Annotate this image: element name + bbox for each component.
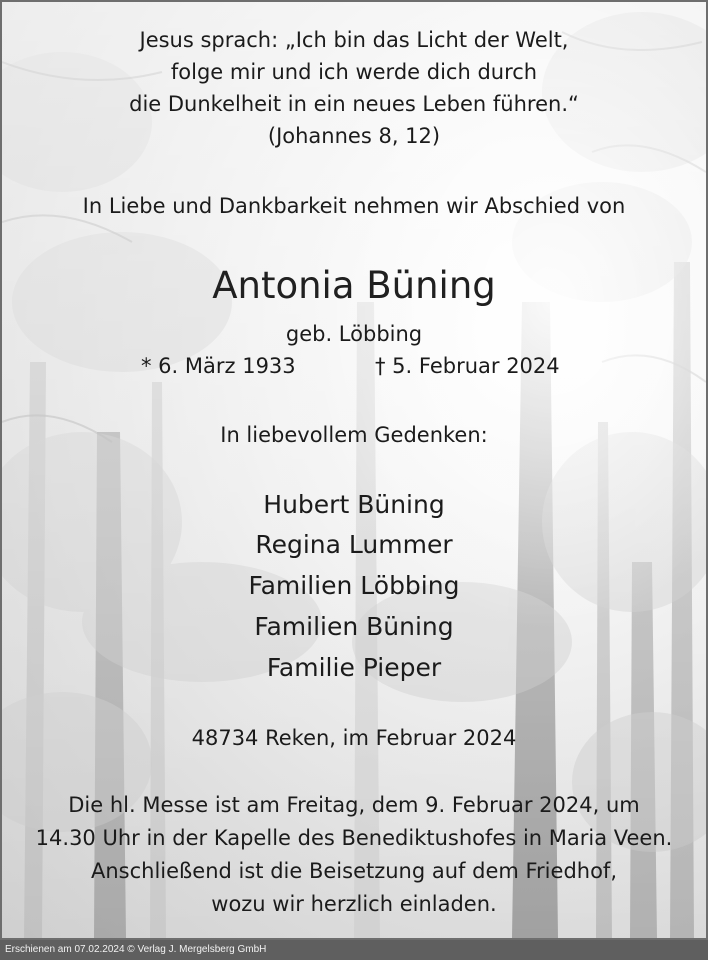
service-line: Die hl. Messe ist am Freitag, dem 9. Februar 2024, um <box>68 793 640 817</box>
mourner-name: Familien Löbbing <box>248 571 460 600</box>
verse-line: folge mir und ich werde dich durch <box>170 60 538 84</box>
maiden-name: geb. Löbbing <box>285 322 423 346</box>
verse-line: Jesus sprach: „Ich bin das Licht der Welt, <box>139 28 569 52</box>
death-date: † 5. Februar 2024 <box>375 354 560 378</box>
farewell-intro: In Liebe und Dankbarkeit nehmen wir Abschied von <box>82 194 626 218</box>
mourner-name: Regina Lummer <box>255 530 453 559</box>
life-dates <box>2 354 706 384</box>
mourner-name: Hubert Büning <box>263 490 445 519</box>
place-date: 48734 Reken, im Februar 2024 <box>191 726 517 750</box>
deceased-name: Antonia Büning <box>212 264 496 307</box>
mourner-name: Familie Pieper <box>266 653 442 682</box>
service-line: Anschließend ist die Beisetzung auf dem Friedhof, <box>91 859 617 883</box>
service-line: 14.30 Uhr in der Kapelle des Benediktushofes in Maria Veen. <box>35 826 673 850</box>
verse-reference: (Johannes 8, 12) <box>267 124 441 148</box>
verse-line: die Dunkelheit in ein neues Leben führen.“ <box>129 92 579 116</box>
birth-date: * 6. März 1933 <box>141 354 296 378</box>
service-line: wozu wir herzlich einladen. <box>211 892 497 916</box>
mourner-name: Familien Büning <box>254 612 454 641</box>
remembrance-heading: In liebevollem Gedenken: <box>220 423 488 447</box>
obituary-content <box>2 2 706 938</box>
publication-footer: Erschienen am 07.02.2024 © Verlag J. Mergelsberg GmbH <box>0 940 708 960</box>
